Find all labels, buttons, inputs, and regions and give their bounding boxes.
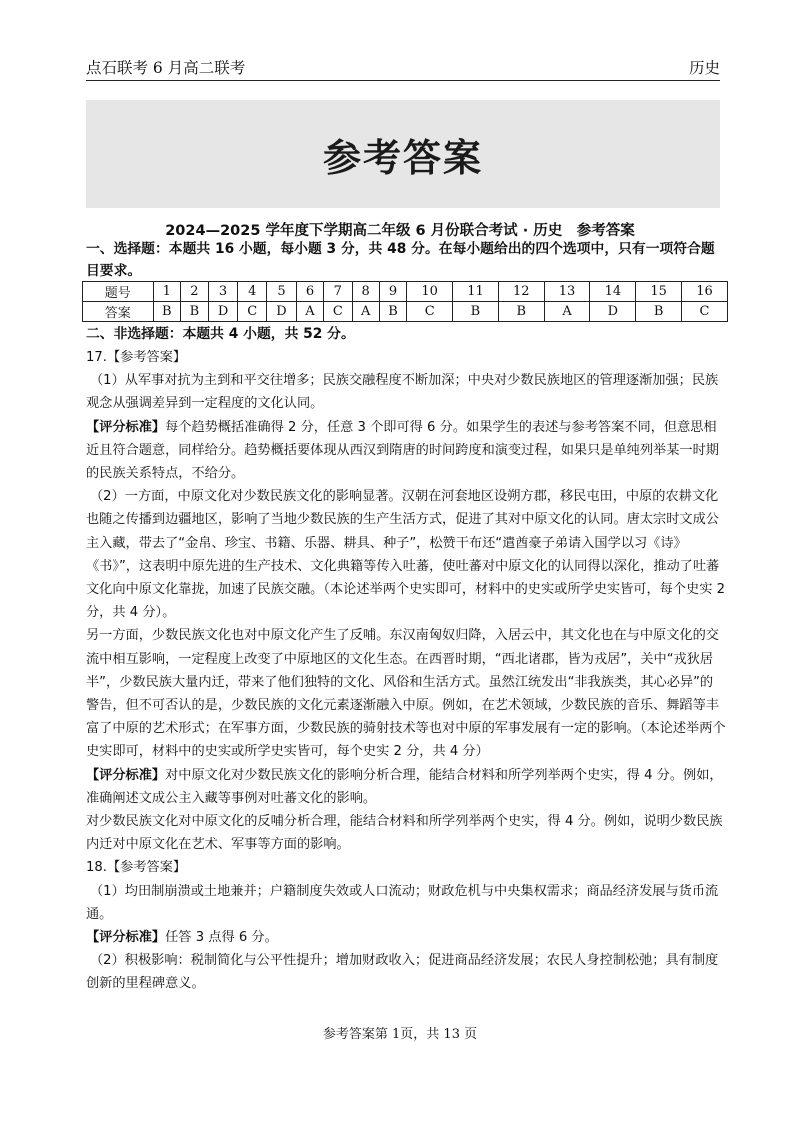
answer-cell: D [267,302,297,322]
question-number: 16 [682,282,728,302]
q17-part1-answer: （1）从军事对抗为主到和平交往增多；民族交融程度不断加深；中央对少数民族地区的管理逐渐加强；民族观念从强调差异到一定程度的文化认同。 [86,373,719,412]
section2-heading: 二、非选择题：本题共 4 小题，共 52 分。 [86,326,355,342]
answer-cell: B [498,302,544,322]
answer-cell: B [453,302,499,322]
answer-cell: B [379,302,407,322]
question-number: 2 [181,282,209,302]
question-number: 9 [379,282,407,302]
q17-criteria2-continued: 对少数民族文化对中原文化的反哺分析合理，能结合材料和所学列举两个史实，得 4 分。例如，说明少数民族内迁对中原文化在艺术、军事等方面的影响。 [86,814,723,853]
answer-cell: D [208,302,238,322]
question-number: 12 [498,282,544,302]
question-number: 15 [636,282,682,302]
criteria-label: 【评分标准】 [86,930,166,946]
question-number: 13 [544,282,590,302]
answer-cell: B [153,302,181,322]
q18-part2-answer: （2）积极影响：税制简化与公平性提升；增加财政收入；促进商品经济发展；农民人身控制松弛；具有制度创新的里程碑意义。 [86,953,719,992]
row-label-number: 题号 [83,282,154,302]
criteria-label: 【评分标准】 [86,419,166,435]
criteria-text: 对中原文化对少数民族文化的影响分析合理，能结合材料和所学列举两个史实，得 4 分。例如，准确阐述文成公主入藏等事例对吐蕃文化的影响。 [86,767,723,806]
question-number: 7 [324,282,353,302]
q18-part1-answer: （1）均田制崩溃或土地兼并；户籍制度失效或人口流动；财政危机与中央集权需求；商品经济发展与货币流通。 [86,883,719,922]
q17-criteria2 [86,764,726,810]
answer-cell: C [238,302,267,322]
q18-label: 18.【参考答案】 [86,860,187,876]
question-number: 10 [407,282,453,302]
document-title: 2024—2025 学年度下学期高二年级 6 月份联合考试 · 历史 参考答案 [165,223,635,239]
criteria-text: 每个趋势概括准确得 2 分，任意 3 个即可得 6 分。如果学生的表述与参考答案不同，但意思相近且符合题意，同样给分。趋势概括要体现从西汉到隋唐的时间跨度和演变过程，如果只是单纯列举某一时期的民族关系特点，不给分。 [86,419,719,482]
section1-heading: 一、选择题：本题共 16 小题，每小题 3 分，共 48 分。在每小题给出的四个选项中，只有一项符合题目要求。 [86,241,715,279]
answer-cell: A [352,302,379,322]
answer-cell: C [407,302,453,322]
question-number: 3 [208,282,238,302]
answer-cell: C [324,302,353,322]
header-exam-name: 点石联考 6 月高二联考 [86,59,246,77]
answer-table [82,281,728,322]
question-number: 11 [453,282,499,302]
q17-part2-answer: （2）一方面，中原文化对少数民族文化的影响显著。汉朝在河套地区设朔方郡，移民屯田，中原的农耕文化也随之传播到边疆地区，影响了当地少数民族的生产生活方式，促进了其对中原文化的认同。唐太宗时文成公主入藏，带去了“金帛、珍宝、书籍、乐器、耕具、种子”，松赞干布还“遣酋豪子弟请入国学以习《诗》《书》”，这表明中原先进的生产技术、文化典籍等传入吐蕃，使吐蕃对中原文化的认同得以深化，推动了吐蕃文化向中原文化靠拢，加速了民族交融。（本论述举两个史实即可，材料中的史实或所学史实皆可，每个史实 2 分，共 4 分）。 [86,489,725,621]
answer-cell: C [682,302,728,322]
answer-cell: A [544,302,590,322]
question-number: 5 [267,282,297,302]
page-footer: 参考答案第 1页，共 13 页 [322,1027,478,1042]
answer-table-answer-row [83,302,728,322]
question-number: 14 [590,282,636,302]
page-header [86,54,720,81]
row-label-answer: 答案 [83,302,154,322]
answer-cell: D [590,302,636,322]
question-number: 6 [296,282,323,302]
answer-banner [86,100,720,208]
answer-table-number-row [83,282,728,302]
question-number: 8 [352,282,379,302]
q18-criteria [86,926,726,949]
q17-part2-continued: 另一方面，少数民族文化也对中原文化产生了反哺。东汉南匈奴归降，入居云中，其文化也在与中原文化的交流中相互影响，一定程度上改变了中原地区的文化生态。在西晋时期，“西北诸郡，皆为戎居”，关中“戎狄居半”，少数民族大量内迁，带来了他们独特的文化、风俗和生活方式。虽然江统发出“非我族类，其心必异”的警告，但不可否认的是，少数民族的文化元素逐渐融入中原。例如，在艺术领域，少数民族的音乐、舞蹈等丰富了中原的艺术形式；在军事方面，少数民族的骑射技术等也对中原的军事发展有一定的影响。（本论述举两个史实即可，材料中的史实或所学史实皆可，每个史实 2 分，共 4 分） [86,628,726,760]
answer-cell: B [181,302,209,322]
header-subject: 历史 [688,59,720,77]
q17-criteria1 [86,416,726,486]
criteria-text: 任答 3 点得 6 分。 [165,930,278,946]
answer-content [86,346,726,996]
criteria-label: 【评分标准】 [86,767,166,783]
banner-title: 参考答案 [322,134,483,180]
answer-cell: A [296,302,323,322]
answer-cell: B [636,302,682,322]
question-number: 1 [153,282,181,302]
q17-label: 17.【参考答案】 [86,350,187,365]
question-number: 4 [238,282,267,302]
